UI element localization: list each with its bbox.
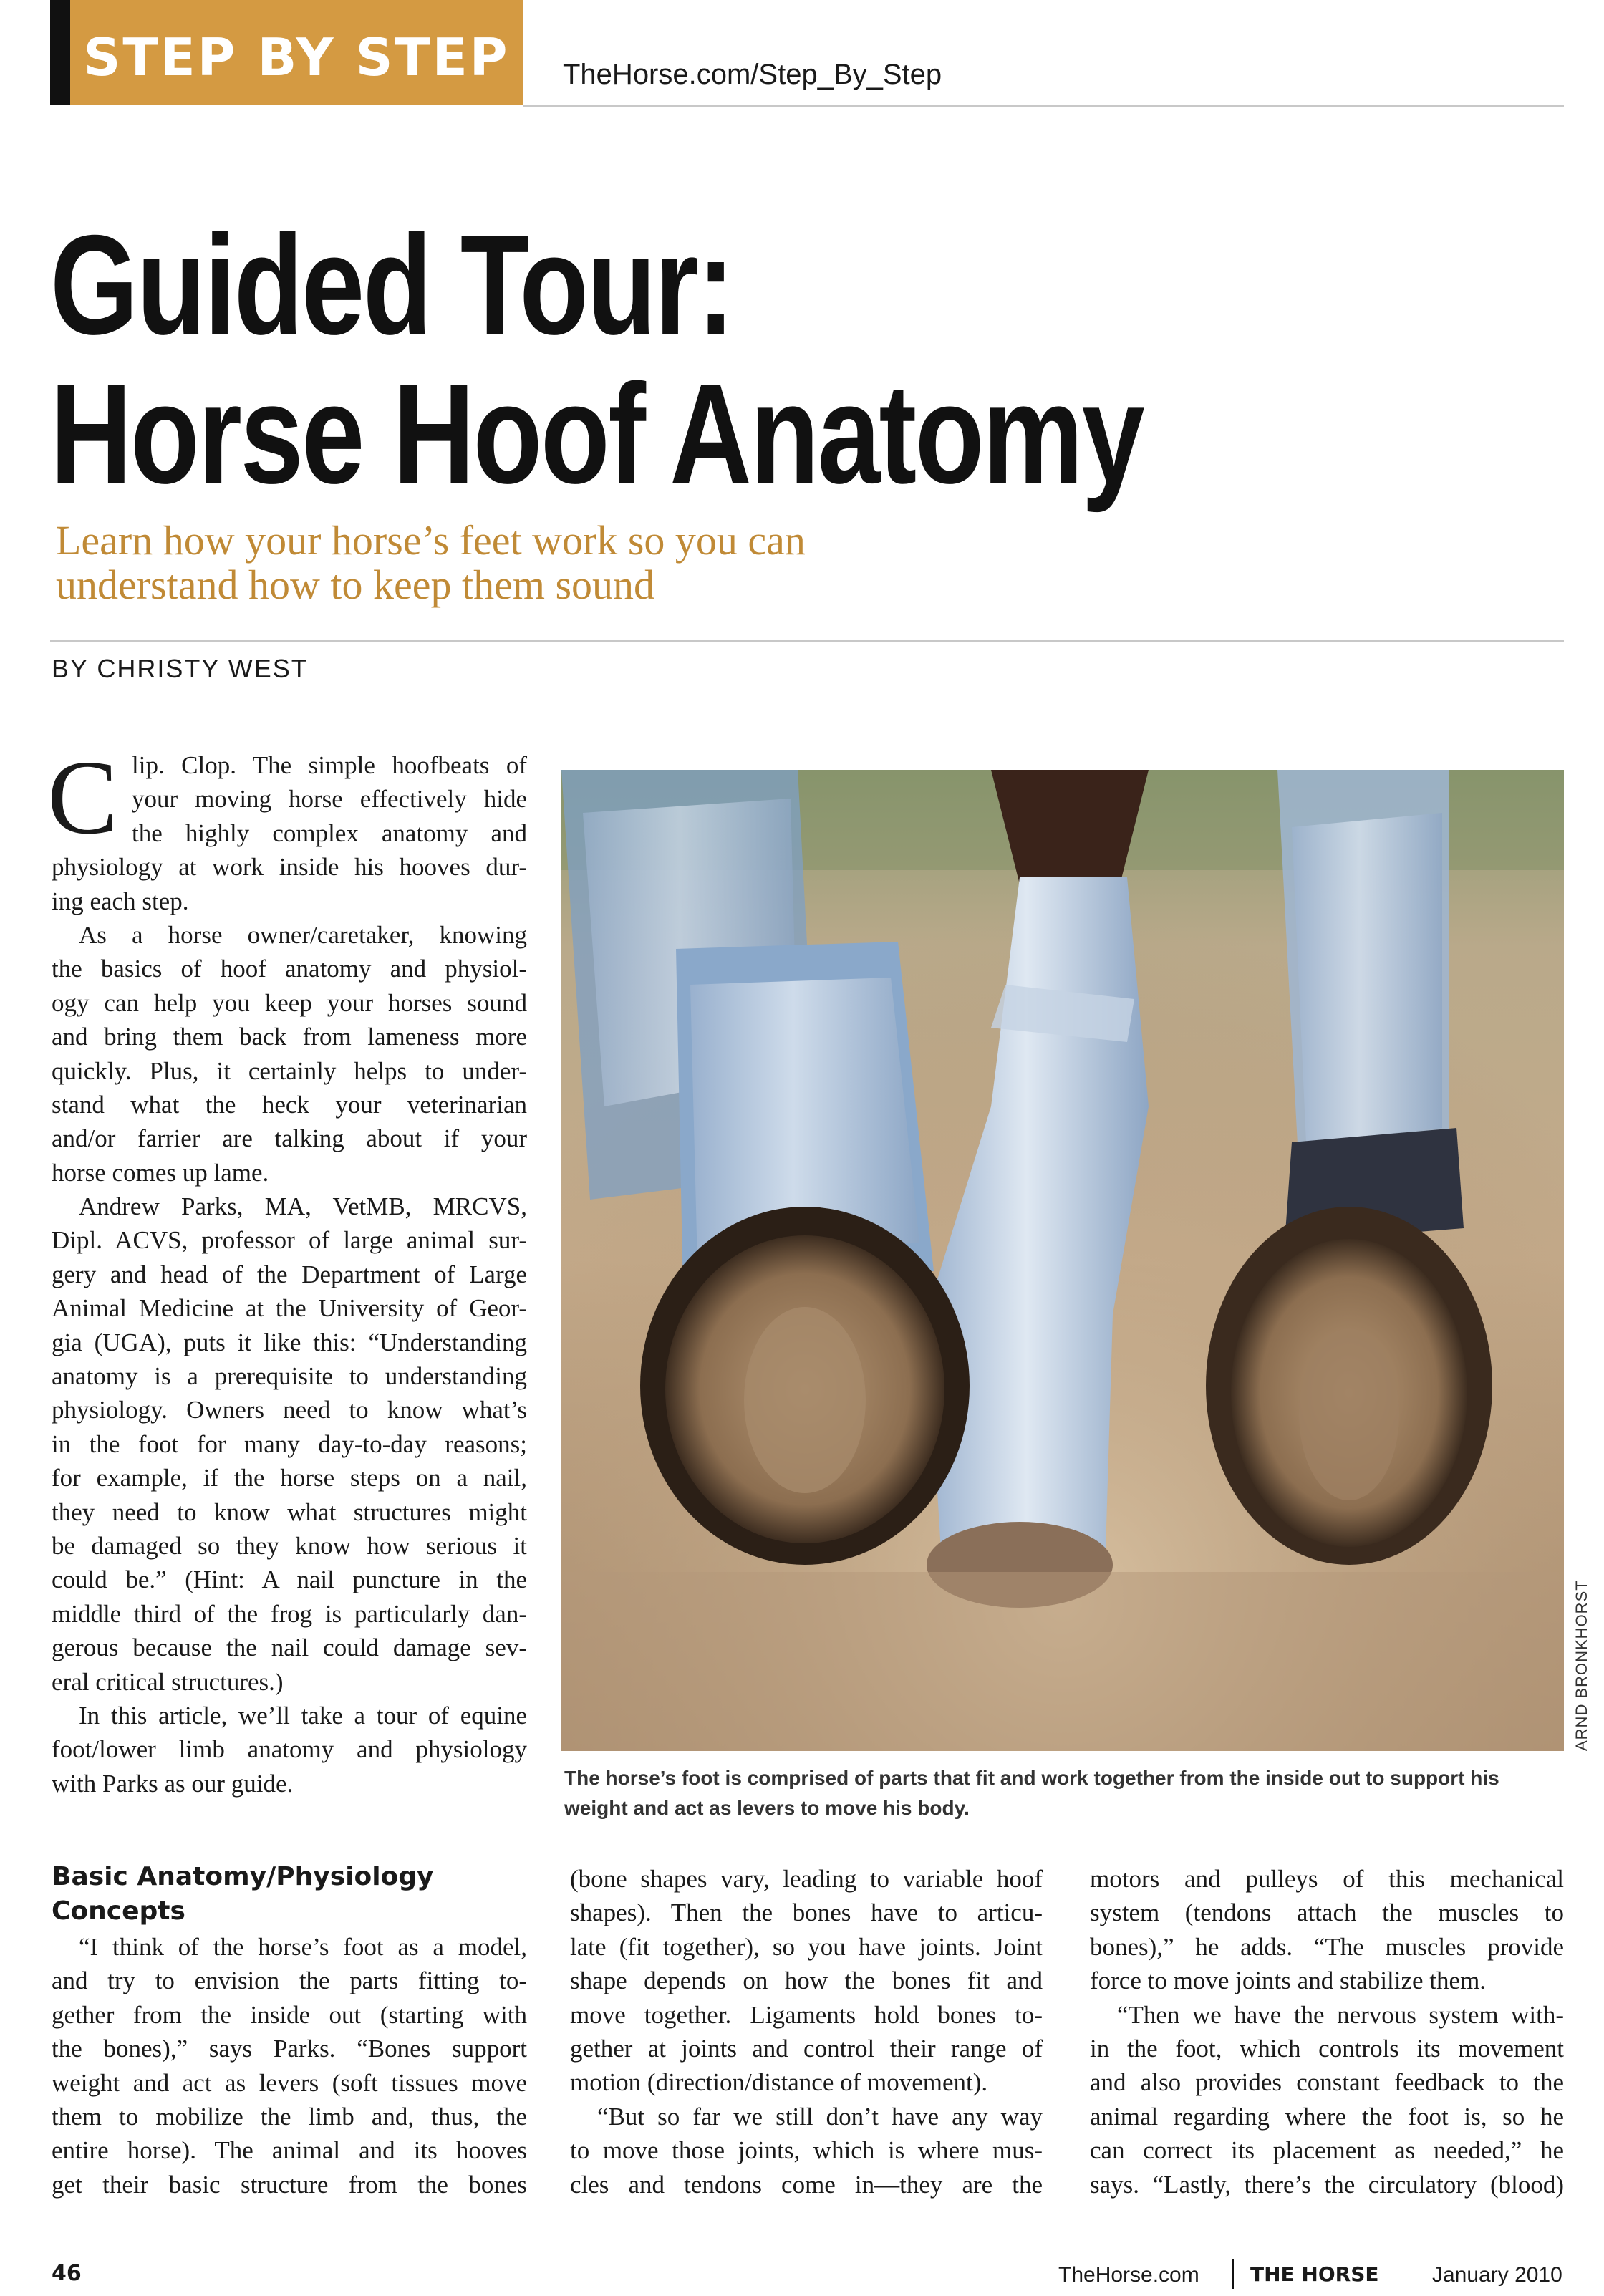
text-line: foot/lower limb anatomy and physiology xyxy=(52,1735,527,1764)
byline: BY CHRISTY WEST xyxy=(52,654,309,683)
text-line: weight and act as levers (soft tissues move xyxy=(52,2068,527,2097)
byline-rule xyxy=(50,640,1564,642)
header-rule xyxy=(523,105,1564,107)
text-line: for example, if the horse steps on a nail, xyxy=(52,1464,527,1492)
text-line: can correct its placement as needed,” he xyxy=(1090,2136,1564,2165)
text-line: them to mobilize the limb and, thus, the xyxy=(52,2102,527,2131)
text-line: motors and pulleys of this mechanical xyxy=(1090,1865,1564,1893)
text-line: gether at joints and control their range of xyxy=(570,2034,1043,2063)
text-line: As a horse owner/caretaker, knowing xyxy=(79,920,527,949)
footer-site[interactable]: TheHorse.com xyxy=(1058,2263,1199,2287)
issue-date: January 2010 xyxy=(1432,2263,1562,2287)
body-column-2 xyxy=(570,1862,1043,2201)
text-line: ing each step. xyxy=(52,887,189,915)
section-url[interactable]: TheHorse.com/Step_By_Step xyxy=(563,59,942,90)
text-line: they need to know what structures might xyxy=(52,1497,527,1526)
text-line: system (tendons attach the muscles to xyxy=(1090,1899,1564,1927)
text-line: and also provides constant feedback to the xyxy=(1090,2068,1564,2097)
text-line: eral critical structures.) xyxy=(52,1667,284,1696)
text-line: lip. Clop. The simple hoofbeats of xyxy=(132,751,527,779)
headline-line-1: Guided Tour: xyxy=(50,206,733,364)
text-line: could be.” (Hint: A nail puncture in the xyxy=(52,1566,527,1594)
text-line: “But so far we still don’t have any way xyxy=(597,2102,1043,2131)
text-line: bones),” he adds. “The muscles provide xyxy=(1090,1932,1564,1961)
text-line: late (fit together), so you have joints. Joint xyxy=(570,1932,1043,1961)
photo-caption xyxy=(564,1763,1567,1823)
text-line: and/or farrier are talking about if your xyxy=(52,1124,527,1153)
text-line: and try to envision the parts fitting to- xyxy=(52,1967,527,1995)
caption-line-1: The horse’s foot is comprised of parts that fit and work together from the inside out to support his xyxy=(564,1767,1499,1789)
text-line: gia (UGA), puts it like this: “Understanding xyxy=(52,1328,527,1356)
text-line: shape depends on how the bones fit and xyxy=(570,1967,1043,1995)
drop-cap: C xyxy=(47,739,118,857)
hooves-photo-illustration xyxy=(561,770,1564,1751)
text-line: get their basic structure from the bones xyxy=(52,2170,527,2199)
text-line: your moving horse effectively hide xyxy=(132,785,527,814)
intro-column xyxy=(52,748,527,1800)
text-line: move together. Ligaments hold bones to- xyxy=(570,2000,1043,2029)
body-column-3 xyxy=(1090,1862,1564,2201)
headline xyxy=(50,206,1253,513)
text-line: Dipl. ACVS, professor of large animal sur- xyxy=(52,1226,527,1255)
text-line: shapes). Then the bones have to articu- xyxy=(570,1899,1043,1927)
text-line: ogy can help you keep your horses sound xyxy=(52,988,527,1017)
text-line: middle third of the frog is particularly dan- xyxy=(52,1599,527,1628)
caption-line-2: weight and act as levers to move his body. xyxy=(564,1797,970,1819)
text-line: Animal Medicine at the University of Geor- xyxy=(52,1294,527,1323)
subhead-line-1: Basic Anatomy/Physiology xyxy=(52,1862,434,1891)
text-line: In this article, we’ll take a tour of equine xyxy=(79,1701,527,1730)
section-subhead xyxy=(52,1860,527,1929)
deck xyxy=(56,518,1058,607)
text-line: (bone shapes vary, leading to variable hoof xyxy=(570,1865,1043,1893)
text-line: be damaged so they know how serious it xyxy=(52,1531,527,1560)
section-label: STEP BY STEP xyxy=(83,27,510,87)
text-line: in the foot, which controls its movement xyxy=(1090,2034,1564,2063)
footer-separator xyxy=(1232,2259,1234,2289)
magazine-name: THE HORSE xyxy=(1250,2262,1379,2286)
text-line: and bring them back from lameness more xyxy=(52,1023,527,1051)
text-line: says. “Lastly, there’s the circulatory (blood) xyxy=(1090,2170,1564,2199)
text-line: gerous because the nail could damage sev- xyxy=(52,1634,527,1662)
text-line: gery and head of the Department of Large xyxy=(52,1260,527,1288)
text-line: stand what the heck your veterinarian xyxy=(52,1090,527,1119)
text-line: quickly. Plus, it certainly helps to under- xyxy=(52,1056,527,1085)
deck-line-2: understand how to keep them sound xyxy=(56,561,655,608)
text-line: physiology at work inside his hooves dur- xyxy=(52,853,527,882)
page-number: 46 xyxy=(52,2261,82,2286)
text-line: gether from the inside out (starting with xyxy=(52,2000,527,2029)
text-line: to move those joints, which is where mus- xyxy=(570,2136,1043,2165)
subhead-line-2: Concepts xyxy=(52,1896,185,1926)
text-line: in the foot for many day-to-day reasons; xyxy=(52,1429,527,1458)
text-line: the bones),” says Parks. “Bones support xyxy=(52,2035,527,2063)
body-column-1 xyxy=(52,1930,527,2201)
hooves-photo xyxy=(561,770,1564,1751)
text-line: Andrew Parks, MA, VetMB, MRCVS, xyxy=(79,1192,527,1221)
text-line: motion (direction/distance of movement). xyxy=(570,2068,988,2097)
text-line: with Parks as our guide. xyxy=(52,1769,294,1798)
text-line: force to move joints and stabilize them. xyxy=(1090,1967,1487,1995)
text-line: animal regarding where the foot is, so he xyxy=(1090,2102,1564,2131)
text-line: cles and tendons come in—they are the xyxy=(570,2170,1043,2199)
header-accent-bar xyxy=(50,0,70,105)
photo-credit: ARND BRONKHORST xyxy=(1572,1580,1590,1751)
text-line: “I think of the horse’s foot as a model, xyxy=(79,1933,527,1961)
text-line: the highly complex anatomy and xyxy=(132,819,527,847)
headline-line-2: Horse Hoof Anatomy xyxy=(50,354,1144,513)
text-line: the basics of hoof anatomy and physiol- xyxy=(52,955,527,983)
text-line: anatomy is a prerequisite to understanding xyxy=(52,1362,527,1391)
text-line: physiology. Owners need to know what’s xyxy=(52,1396,527,1424)
text-line: entire horse). The animal and its hooves xyxy=(52,2136,527,2165)
text-line: “Then we have the nervous system with- xyxy=(1117,2000,1564,2029)
text-line: horse comes up lame. xyxy=(52,1158,269,1187)
deck-line-1: Learn how your horse’s feet work so you can xyxy=(56,517,806,564)
